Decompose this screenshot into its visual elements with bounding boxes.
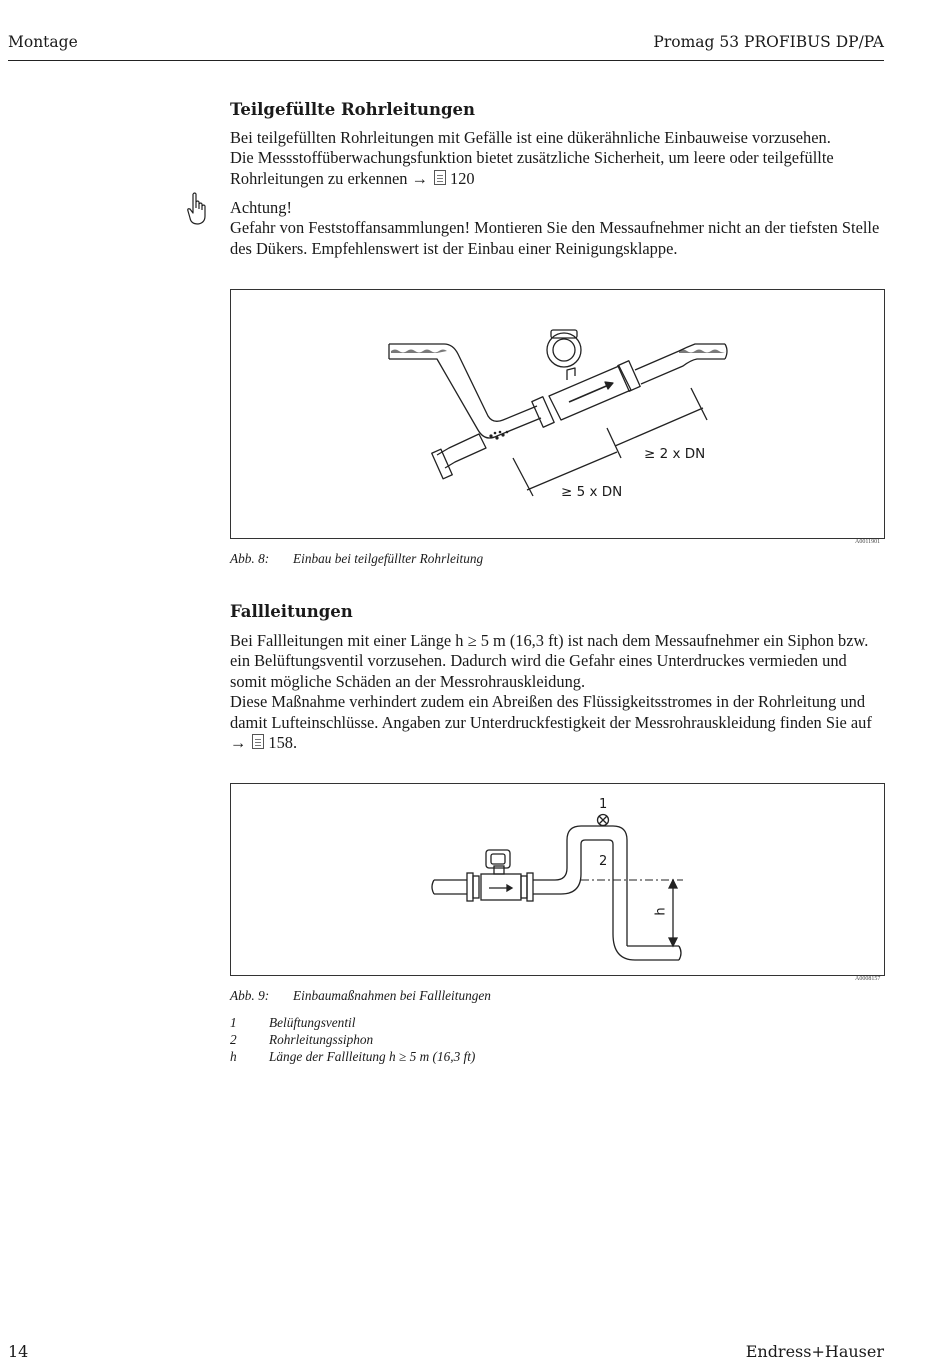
meter9-neck [494,866,504,874]
caution-line: Gefahr von Feststoffansammlungen! Montieren Sie den Messaufnehmer nicht an der tiefsten Stelle [230,218,880,238]
figure-9-caption: Einbaumaßnahmen bei Fallleitungen [293,988,491,1003]
inlet-flange-b [473,876,479,898]
figure-8-frame [230,289,885,539]
meter9-head [486,850,510,868]
body-line-ref [230,733,890,753]
pointing-hand-icon [186,192,208,226]
figure-8-caption-number: Abb. 8: [230,551,270,566]
ref-page[interactable]: 158. [268,733,298,753]
inlet-flange-a [467,873,473,901]
body-line: ein Belüftungsventil vorzusehen. Dadurch wird die Gefahr eines Unterdruckes vermieden und [230,651,847,671]
body-line: Die Messstoffüberwachungsfunktion bietet zusätzliche Sicherheit, um leere oder teilgefüllte [230,148,834,168]
header-product: Promag 53 PROFIBUS DP/PA [653,33,884,51]
meter9-body [481,874,521,900]
vent-valve-cross [599,816,607,824]
meter-flange-left [532,397,554,427]
legend-key: h [230,1049,237,1064]
section2-body [230,631,890,753]
figure-9-frame [230,783,885,976]
ref-arrow: → [230,733,247,753]
page-ref-icon [434,170,446,185]
figure-8-drawing [231,290,884,538]
meter9-display [491,854,505,864]
body-line: Diese Maßnahme verhindert zudem ein Abreißen des Flüssigkeitsstromes in der Rohrleitung und [230,692,866,712]
pipe-upper-edge [389,344,537,421]
dim-ext-c [513,458,533,496]
lower-flange-pipe [437,434,486,468]
body-line: Bei teilgefüllten Rohrleitungen mit Gefälle ist eine dükerähnliche Einbauweise vorzusehen. [230,128,831,147]
pipe-lower-edge [389,359,541,438]
page-number: 14 [8,1342,29,1361]
legend-text: Länge der Fallleitung h ≥ 5 m (16,3 ft) [269,1049,476,1064]
page-ref-icon [252,734,264,749]
outlet-cut [679,946,681,960]
dim-ext-b [691,388,707,420]
legend-item [230,1048,475,1065]
meter9-arrowhead [507,885,512,891]
legend-text: Belüftungsventil [269,1015,356,1030]
transmitter-cap [551,330,577,338]
legend-item [230,1031,475,1048]
label-2: 2 [599,854,608,869]
section-title-fallleitungen: Fallleitungen [230,602,353,621]
legend-text: Rohrleitungssiphon [269,1032,374,1047]
dim-line-2dn [615,408,703,446]
label-1: 1 [599,797,608,812]
section1-body [230,128,890,189]
legend-key: 1 [230,1015,237,1030]
water-surface [391,350,727,440]
ref-page[interactable]: 120 [450,168,475,188]
inlet-cut [432,880,434,894]
figure-8-id: A0011901 [855,539,881,545]
label-5dn: ≥ 5 x DN [561,484,623,500]
legend-key: 2 [230,1032,237,1047]
outlet-flange-a [521,876,527,898]
figure-9-id: A0008157 [855,976,881,982]
header-rule [8,60,884,61]
caution-line: des Dükers. Empfehlenswert ist der Einbau einer Reinigungsklappe. [230,238,678,258]
figure-9-caption-number: Abb. 9: [230,988,270,1003]
body-line-ref [230,169,890,189]
label-2dn: ≥ 2 x DN [644,446,706,462]
section-title-teilgefuellt: Teilgefüllte Rohrleitungen [230,100,476,119]
footer-brand: Endress+Hauser [745,1342,884,1361]
inlet-pipe [434,880,467,894]
body-line: damit Lufteinschlüsse. Angaben zur Unterdruckfestigkeit der Messrohrauskleidung finden Sie auf [230,712,872,732]
label-h: h [653,907,669,916]
transmitter-window [553,339,575,361]
caution-block [230,198,890,259]
outlet-flange-b [527,873,533,901]
figure-9-drawing [231,784,884,975]
flow-arrowhead [605,382,613,389]
ref-text: Rohrleitungen zu erkennen → [230,168,428,188]
flow-arrow [569,384,611,402]
figure-9-legend [230,1014,475,1065]
body-line: Bei Fallleitungen mit einer Länge h ≥ 5 m (16,3 ft) ist nach dem Messaufnehmer ein Siphon bzw. [230,631,869,650]
pipe-right-lower [641,359,725,384]
header-section: Montage [8,33,78,51]
body-line: somit mögliche Schäden an der Messrohrauskleidung. [230,671,586,691]
figure-8-caption: Einbau bei teilgefüllter Rohrleitung [293,551,484,566]
lower-flange [432,449,453,479]
legend-item [230,1014,475,1031]
transmitter-neck [567,368,575,380]
caution-title: Achtung! [230,198,292,217]
pipe-right-upper [635,344,725,370]
